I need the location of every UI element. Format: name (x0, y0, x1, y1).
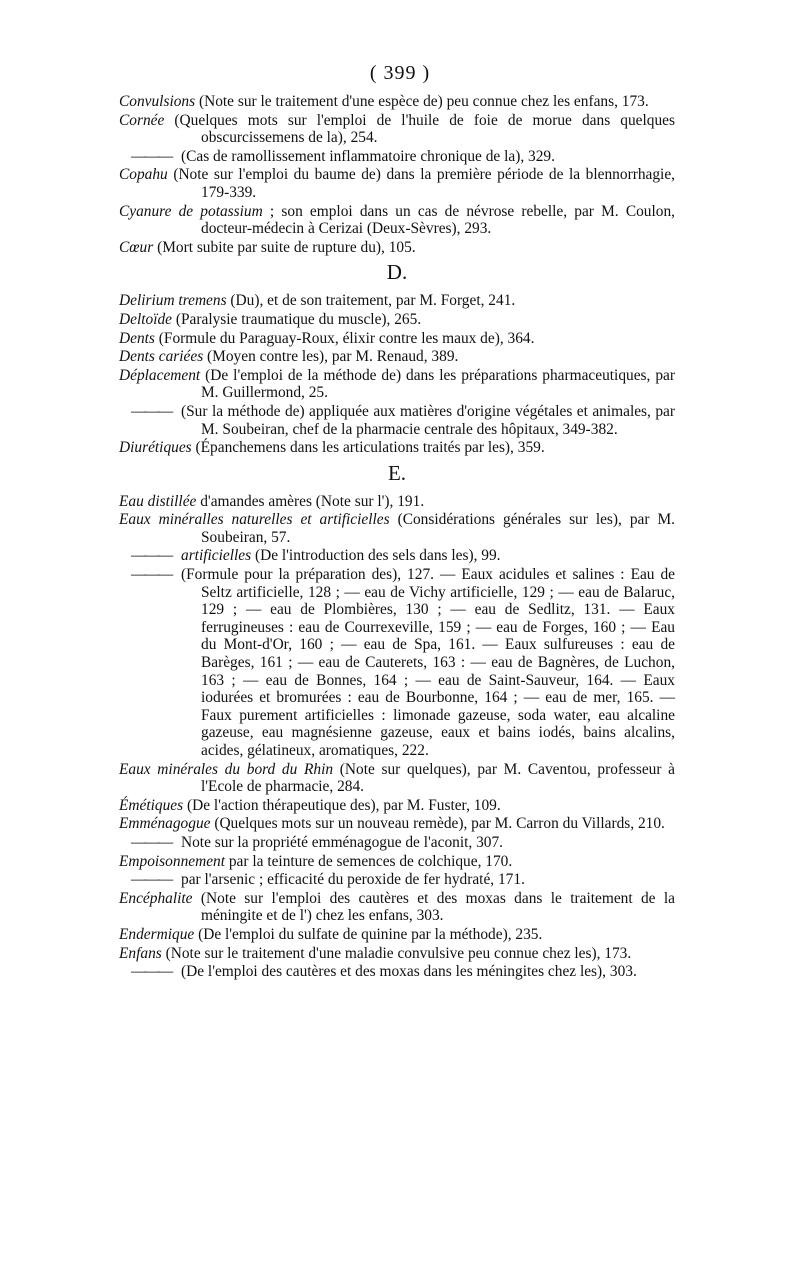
entry-term: Cyanure de potassium (119, 202, 263, 220)
entry-term: Cornée (119, 111, 165, 129)
entry-term: Convulsions (119, 93, 196, 110)
entry-text: (Du), et de son traitement, par M. Forget, 241. (226, 292, 516, 310)
ditto-dash: ——— (131, 871, 172, 889)
entry-text: (Épanchemens dans les articulations traités par les), 359. (191, 439, 545, 457)
entry-term: Déplacement (119, 366, 201, 384)
entry-text: (Note sur le traitement d'une espèce de) peu connue chez les enfans, 173. (195, 93, 649, 110)
entry-term: Empoisonnement (119, 852, 226, 870)
ditto-dash: ——— (131, 963, 172, 981)
entry-text: par la teinture de semences de colchique, 170. (225, 852, 513, 870)
entry-text: (Moyen contre les), par M. Renaud, 389. (203, 348, 459, 366)
entry-text: (De l'introduction des sels dans les), 99. (251, 547, 501, 565)
index-subentry (119, 547, 675, 565)
entry-text: (De l'emploi du sulfate de quinine par la méthode), 235. (194, 925, 543, 943)
index-entry (119, 761, 675, 796)
index-entry (119, 797, 675, 815)
index-entry (119, 890, 675, 925)
entry-term: artificielles (181, 547, 252, 565)
entry-term: Eaux minérales du bord du Rhin (119, 760, 334, 778)
index-entry (119, 112, 675, 147)
entry-term: Cœur (119, 238, 154, 256)
section-letter: D. (386, 260, 408, 285)
index-subentry (119, 834, 675, 852)
page-number: ( 399 ) (369, 62, 431, 84)
index-body (119, 93, 675, 982)
section-letter: E. (387, 460, 407, 485)
entry-text: (Quelques mots sur l'emploi de l'huile de foie de morue dans quelques obscurcissemens de la), 254. (164, 111, 675, 147)
entry-text: par l'arsenic ; efficacité du peroxide de fer hydraté, 171. (181, 871, 525, 889)
index-subentry (119, 963, 675, 981)
entry-text: (De l'emploi de la méthode de) dans les préparations pharmaceutiques, par M. Guillermond, 25. (200, 366, 675, 402)
index-entry (119, 203, 675, 238)
ditto-dash: ——— (131, 402, 172, 420)
index-entry (119, 511, 675, 546)
entry-text: d'amandes amères (Note sur l'), 191. (196, 492, 425, 510)
entry-text: (Note sur le traitement d'une maladie convulsive peu connue chez les), 173. (161, 944, 632, 962)
entry-term: Copahu (119, 166, 168, 184)
entry-term: Encéphalite (119, 889, 193, 907)
entry-term: Delirium tremens (119, 292, 227, 310)
entry-term: Eaux minéralles naturelles et artificielles (119, 511, 390, 529)
entry-text: (Considérations générales sur les), par M. Soubeiran, 57. (201, 511, 675, 546)
index-entry (119, 292, 675, 310)
index-subentry (119, 566, 675, 760)
index-subentry (119, 148, 675, 166)
index-entry (119, 367, 675, 402)
entry-text: (Paralysie traumatique du muscle), 265. (172, 310, 422, 328)
entry-text: (De l'action thérapeutique des), par M. Fuster, 109. (183, 796, 501, 814)
entry-term: Emménagogue (119, 815, 211, 833)
entry-text: (De l'emploi des cautères et des moxas dans les méningites chez les), 303. (181, 963, 637, 981)
entry-text: Note sur la propriété emménagogue de l'aconit, 307. (181, 833, 504, 851)
index-entry (119, 311, 675, 329)
entry-text: (Note sur quelques), par M. Caventou, professeur à l'Ecole de pharmacie, 284. (201, 760, 675, 796)
entry-text: (Formule pour la préparation des), 127. — Eaux acidules et salines : Eau de Seltz artificielle, 128 ; — eau de Vichy artificielle, 129 ; — eau de Balaruc, 129 ; — eau de Plombières, 130 ; — eau de Sedlitz, 131. — Eaux ferrugineuses : eau de Courrexeville, 159 ; — eau de Forges, 160 ; — Eau du Mont-d'Or, 160 ; — eau de Spa, 161. — Eaux sulfureuses : eau de Barèges, 161 ; — eau de Cauterets, 163 : — eau de Bagnères, de Luchon, 163 ; — eau de Bonnes, 164 ; — eau de Saint-Sauveur, 164. — Eaux iodurées et bromurées : eau de Bourbonne, 164 ; — eau de mer, 165. — Faux purement artificielles : limonade gazeuse, soda water, eau alcaline gazeuse, eau magnésienne gazeuse, eaux et bains iodés, bains alcalins, acides, gélatineux, aromatiques, 222. (181, 566, 675, 759)
index-entry (119, 239, 675, 257)
entry-term: Eau distillée (119, 492, 197, 510)
index-entry (119, 93, 675, 111)
ditto-dash: ——— (131, 833, 172, 851)
entry-text: (Mort subite par suite de rupture du), 105. (153, 238, 416, 256)
ditto-dash: ——— (131, 547, 172, 565)
index-entry (119, 926, 675, 944)
index-entry (119, 815, 675, 833)
entry-term: Endermique (119, 925, 195, 943)
entry-text: (Sur la méthode de) appliquée aux matières d'origine végétales et animales, par M. Soubeiran, chef de la pharmacie centrale des hôpitaux, 349-382. (181, 402, 675, 438)
index-subentry (119, 871, 675, 889)
entry-text: (Quelques mots sur un nouveau remède), par M. Carron du Villards, 210. (210, 815, 665, 833)
entry-term: Dents (119, 329, 155, 347)
entry-text: (Cas de ramollissement inflammatoire chronique de la), 329. (181, 147, 555, 165)
entry-term: Diurétiques (119, 439, 192, 457)
entry-text: (Formule du Paraguay-Roux, élixir contre les maux de), 364. (154, 329, 535, 347)
index-entry (119, 166, 675, 201)
index-entry (119, 439, 675, 457)
entry-term: Dents cariées (119, 348, 204, 366)
index-entry (119, 330, 675, 348)
entry-text: (Note sur l'emploi du baume de) dans la première période de la blennorrhagie, 179-339. (167, 166, 675, 201)
entry-term: Émétiques (119, 796, 184, 814)
index-entry (119, 493, 675, 511)
entry-term: Enfans (119, 944, 162, 962)
index-entry (119, 348, 675, 366)
entry-text: ; son emploi dans un cas de névrose rebelle, par M. Coulon, docteur-médecin à Cerizai (Deux-Sèvres), 293. (201, 202, 675, 238)
index-entry (119, 853, 675, 871)
entry-text: (Note sur l'emploi des cautères et des moxas dans le traitement de la méningite et de l') chez les enfans, 303. (192, 889, 675, 925)
ditto-dash: ——— (131, 566, 172, 584)
index-subentry (119, 403, 675, 438)
entry-term: Deltoïde (119, 310, 172, 328)
ditto-dash: ——— (131, 147, 172, 165)
index-entry (119, 945, 675, 963)
